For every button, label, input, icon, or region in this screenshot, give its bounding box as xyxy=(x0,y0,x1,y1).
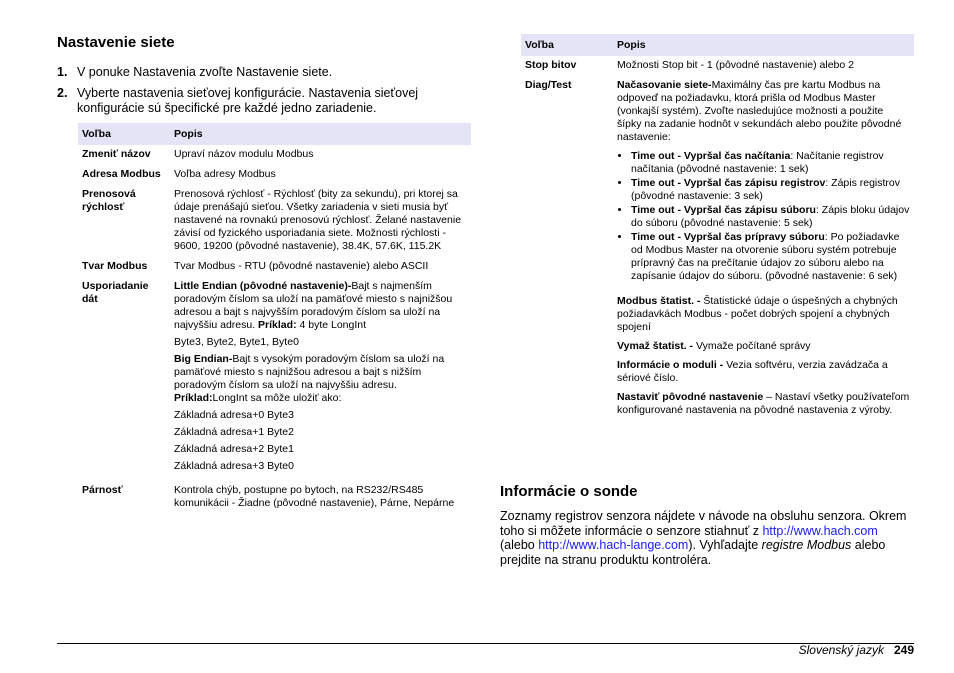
statistics-desc: Štatistické údaje o úspešných a chybných požiadavkách Modbus - počet dobrých spojení a chybných spojení xyxy=(617,295,898,333)
table-header-row xyxy=(78,123,471,145)
table-row xyxy=(78,185,471,257)
base-address-line: Základná adresa+0 Byte3 xyxy=(174,409,294,421)
option-name: Usporiadanie dát xyxy=(82,280,149,305)
little-endian-label: Little Endian (pôvodné nastavenie)- xyxy=(174,280,352,292)
clear-stats-label: Vymaž štatist. - xyxy=(617,340,694,352)
list-item xyxy=(631,150,910,176)
module-info-text xyxy=(617,359,910,385)
base-address-line: Základná adresa+1 Byte2 xyxy=(174,426,294,438)
section-heading-sensor: Informácie o sonde xyxy=(500,483,638,500)
table-row xyxy=(78,257,471,277)
section-heading-network: Nastavenie siete xyxy=(57,34,175,51)
network-settings-table xyxy=(78,123,492,514)
timeout-desc: : Načítanie registrov načítania (pôvodné nastavenie: 1 sek) xyxy=(631,150,884,175)
little-endian-desc: Bajt s najmenším poradovým číslom sa uloží na pamäťové miesto s najnižšou adresou a bajt s najvyšším poradovým číslom sa uloží na najvyššiu adresu. xyxy=(174,280,453,331)
paragraph-text: alebo prejdite na stranu produktu kontroléra. xyxy=(500,538,886,567)
hach-link[interactable]: http://www.hach.com xyxy=(762,523,878,538)
option-description xyxy=(170,277,471,481)
clear-stats-desc: Vymaže počítané správy xyxy=(693,340,811,352)
timeout-desc: : Zápis registrov (pôvodné nastavenie: 3 sek) xyxy=(631,177,901,202)
option-description: Možnosti Stop bit - 1 (pôvodné nastavenie) alebo 2 xyxy=(617,59,854,71)
emphasis-text: registre Modbus xyxy=(761,538,852,552)
clear-stats-text xyxy=(617,340,910,353)
step-text: Vyberte nastavenia sieťovej konfigurácie. Nastavenia sieťovej konfigurácie sú špecifické pre každé jedno zariadenie. xyxy=(77,86,419,115)
step-text: V ponuke Nastavenia zvoľte Nastavenie siete. xyxy=(77,65,333,79)
list-item xyxy=(631,177,910,203)
module-info-label: Informácie o moduli - xyxy=(617,359,724,371)
option-name: Prenosová rýchlosť xyxy=(82,188,136,213)
example-label: Príklad: xyxy=(174,392,213,404)
option-name: Párnosť xyxy=(82,484,123,496)
option-name: Adresa Modbus xyxy=(82,168,161,180)
reset-defaults-desc: – Nastaví všetky používateľom konfigurované nastavenia na pôvodné nastavenia z výroby. xyxy=(617,391,910,416)
reset-defaults-text xyxy=(617,391,910,417)
option-description: Voľba adresy Modbus xyxy=(174,168,276,180)
paragraph-text: ). Vyhľadajte xyxy=(688,538,762,552)
base-address-line: Základná adresa+3 Byte0 xyxy=(174,460,294,472)
timeout-label: Time out - Vypršal čas prípravy súboru xyxy=(631,231,825,243)
example-text: LongInt sa môže uložiť ako: xyxy=(212,392,342,404)
example-label: Príklad: xyxy=(258,319,297,331)
column-header-option: Voľba xyxy=(521,34,613,56)
byte-order-text: Byte3, Byte2, Byte1, Byte0 xyxy=(174,336,299,348)
page-footer xyxy=(799,643,914,657)
option-name: Diag/Test xyxy=(525,79,572,91)
footer-language: Slovenský jazyk xyxy=(798,643,884,657)
option-description: Tvar Modbus - RTU (pôvodné nastavenie) alebo ASCII xyxy=(174,260,429,272)
table-row xyxy=(78,481,471,514)
network-settings-table-continued xyxy=(521,34,914,421)
page-number: 249 xyxy=(893,643,914,657)
option-description: Kontrola chýb, postupne po bytoch, na RS232/RS485 komunikácii - Žiadne (pôvodné nastavenie), Párne, Nepárne xyxy=(174,484,455,509)
module-info-desc: Vezia softvéru, verzia zavádzača a sériové číslo. xyxy=(617,359,888,384)
timeout-label: Time out - Vypršal čas načítania xyxy=(631,150,791,162)
table-row xyxy=(521,76,914,421)
option-description xyxy=(613,76,914,421)
timeout-desc: : Zápis bloku údajov do súboru (pôvodné nastavenie: 5 sek) xyxy=(631,204,910,229)
steps-list xyxy=(57,65,471,122)
column-header-option: Voľba xyxy=(78,123,170,145)
table-row xyxy=(78,277,471,481)
statistics-label: Modbus štatist. - xyxy=(617,295,701,307)
timeout-list xyxy=(617,150,910,283)
little-endian-text xyxy=(174,280,467,332)
big-endian-desc: Bajt s vysokým poradovým číslom sa uloží na pamäťové miesto s najnižšou adresou a bajt s nižším poradovým číslom sa uloží na najvyššiu adresu. xyxy=(174,353,445,391)
step-number: 1. xyxy=(57,65,68,79)
big-endian-text xyxy=(174,353,467,405)
paragraph-text: (alebo xyxy=(500,538,539,552)
table-row xyxy=(78,165,471,185)
timeout-desc: : Po požiadavke od Modbus Master na otvorenie súboru systém potrebuje prípravný čas na prečítanie údajov zo súboru alebo na zapísanie údajov do súboru. (pôvodné nastavenie: 6 sek) xyxy=(631,231,900,282)
option-name: Stop bitov xyxy=(525,59,577,71)
column-header-description: Popis xyxy=(170,123,471,145)
statistics-text xyxy=(617,295,910,334)
option-name: Tvar Modbus xyxy=(82,260,148,272)
example-text: 4 byte LongInt xyxy=(296,319,367,331)
list-item xyxy=(631,231,910,283)
big-endian-label: Big Endian- xyxy=(174,353,233,365)
timeout-label: Time out - Vypršal čas zápisu registrov xyxy=(631,177,826,189)
paragraph-text: Zoznamy registrov senzora nájdete v návode na obsluhu senzora. Okrem toho si môžete informácie o senzore stiahnuť z xyxy=(500,509,907,538)
reset-defaults-label: Nastaviť pôvodné nastavenie xyxy=(617,391,764,403)
list-item xyxy=(57,65,471,80)
list-item xyxy=(57,86,471,116)
column-header-description: Popis xyxy=(613,34,914,56)
option-name: Zmeniť názov xyxy=(82,148,151,160)
list-item xyxy=(631,204,910,230)
option-description: Upraví názov modulu Modbus xyxy=(174,148,314,160)
sensor-info-paragraph xyxy=(500,509,914,567)
base-address-line: Základná adresa+2 Byte1 xyxy=(174,443,294,455)
option-description: Prenosová rýchlosť - Rýchlosť (bity za sekundu), pri ktorej sa údaje prenášajú sieťou. Všetky zariadenia v sieti musia byť nastavené na rovnakú prenosovú rýchlosť. Želané nastavenie závisí od fyzického usporiadania siete. Možnosti rýchlosti - 9600, 19200 (pôvodné nastavenie), 38.4K, 57.6K, 115.2K xyxy=(174,188,462,252)
table-row xyxy=(78,145,471,165)
timing-text xyxy=(617,79,910,144)
timeout-label: Time out - Vypršal čas zápisu súboru xyxy=(631,204,816,216)
step-number: 2. xyxy=(57,86,68,100)
hach-lange-link[interactable]: http://www.hach-lange.com xyxy=(538,538,689,552)
footer-divider xyxy=(57,643,914,644)
timing-desc: Maximálny čas pre kartu Modbus na odpoveď na požiadavku, ktorá prišla od Modbus Master (vonkajší systém). Zvoľte nasledujúce možnosti a použite šípky na zadanie hodnôt v sekundách alebo použite pôvodné nastavenie: xyxy=(617,79,902,143)
table-row xyxy=(521,56,914,76)
table-header-row xyxy=(521,34,914,56)
timing-label: Načasovanie siete- xyxy=(617,79,712,91)
